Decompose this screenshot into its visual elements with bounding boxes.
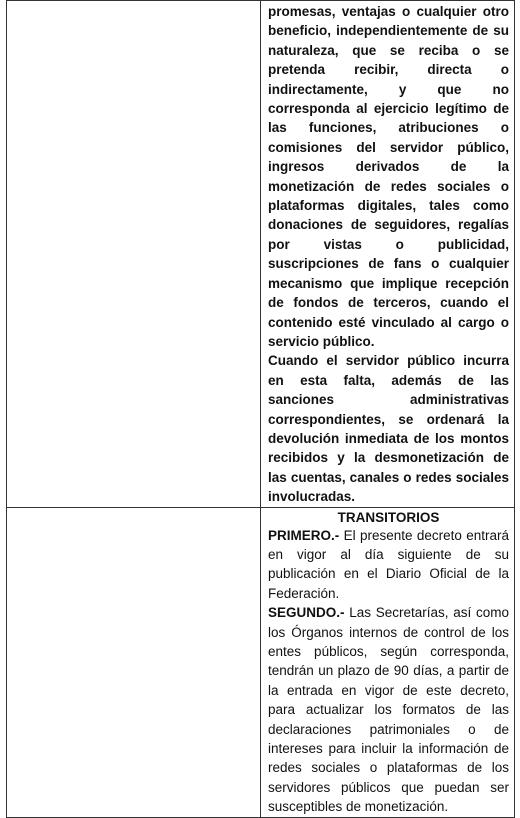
- transitorio-label: PRIMERO.-: [268, 527, 340, 543]
- right-cell-transitorios: [261, 507, 515, 817]
- transitorio-primero: [268, 526, 509, 604]
- transitorio-text: Las Secretarías, así como los Órganos internos de control de los entes públicos, según corresponda, tendrán un plazo de 90 días, a partir de la entrada en vigor de este decreto, para actualizar los formatos de las declaraciones patrimoniales o de intereses para incluir la información de redes sociales o plataformas de los servidores públicos que puedan ser susceptibles de monetización.: [268, 605, 509, 815]
- transitorio-label: SEGUNDO.-: [268, 605, 345, 621]
- article-paragraph: Cuando el servidor público incurra en esta falta, además de las sanciones administrativas correspondientes, se ordenará la devolución inmediata de los montos recibidos y la desmonetización de las cuentas, canales o redes sociales involucradas.: [268, 353, 509, 505]
- transitorio-text: El presente decreto entrará en vigor al día siguiente de su publicación en el Diario Oficial de la Federación.: [268, 527, 509, 601]
- left-cell-empty: [7, 1, 261, 508]
- article-text-block: [261, 1, 514, 507]
- table-row: [7, 507, 515, 817]
- left-cell-empty: [7, 507, 261, 817]
- transitorios-block: [261, 508, 514, 817]
- table-row: [7, 1, 515, 508]
- right-cell-article-text: [261, 1, 515, 508]
- article-paragraph: promesas, ventajas o cualquier otro beneficio, independientemente de su naturaleza, que se reciba o se pretenda recibir, directa o indirectamente, y que no corresponda al ejercicio legítimo de las funciones, atribuciones o comisiones del servidor público, ingresos derivados de la monetización de redes sociales o plataformas digitales, tales como donaciones de seguidores, regalías por vistas o publicidad, suscripciones de fans o cualquier mecanismo que implique recepción de fondos de terceros, cuando el contenido esté vinculado al cargo o servicio público.: [268, 4, 509, 349]
- transitorio-segundo: [268, 603, 509, 816]
- section-heading: TRANSITORIOS: [337, 509, 440, 525]
- comparison-table: [6, 0, 515, 818]
